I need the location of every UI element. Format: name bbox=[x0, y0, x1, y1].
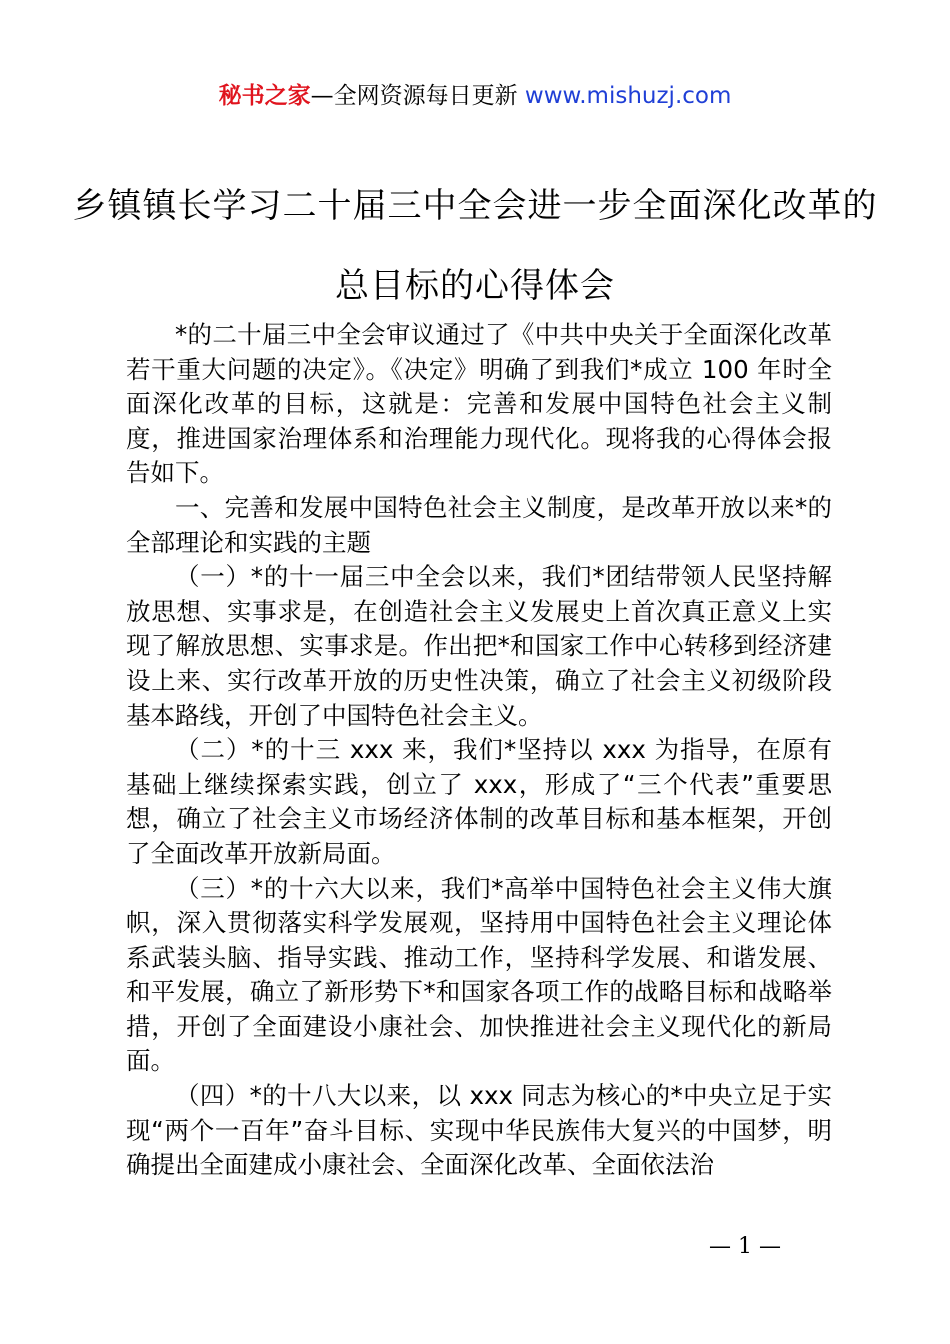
site-brand-name: 秘书之家 bbox=[218, 83, 311, 109]
site-url-link[interactable]: www.mishuzj.com bbox=[524, 83, 732, 109]
paragraph-item-2: （二）*的十三 xxx 来，我们*坚持以 xxx 为指导，在原有基础上继续探索实践，创立了 xxx，形成了“三个代表”重要思想，确立了社会主义市场经济体制的改革目标和基本框架，开创了全面改革开放新局面。 bbox=[126, 735, 832, 868]
site-banner bbox=[0, 80, 950, 112]
page-number: — 1 — bbox=[709, 1234, 781, 1259]
document-body bbox=[126, 318, 832, 1183]
section-heading-1: 一、完善和发展中国特色社会主义制度，是改革开放以来*的全部理论和实践的主题 bbox=[126, 492, 832, 557]
site-tagline: —全网资源每日更新 bbox=[310, 83, 518, 109]
document-title: 乡镇镇长学习二十届三中全会进一步全面深化改革的总目标的心得体会 bbox=[72, 186, 878, 306]
paragraph-item-1: （一）*的十一届三中全会以来，我们*团结带领人民坚持解放思想、实事求是，在创造社会主义发展史上首次真正意义上实现了解放思想、实事求是。作出把*和国家工作中心转移到经济建设上来、实行改革开放的历史性决策，确立了社会主义初级阶段基本路线，开创了中国特色社会主义。 bbox=[126, 562, 832, 730]
paragraph-item-4: （四）*的十八大以来，以 xxx 同志为核心的*中央立足于实现“两个一百年”奋斗目标、实现中华民族伟大复兴的中国梦，明确提出全面建成小康社会、全面深化改革、全面依法治 bbox=[126, 1081, 832, 1180]
paragraph-intro: *的二十届三中全会审议通过了《中共中央关于全面深化改革若干重大问题的决定》。《决定》明确了到我们*成立 100 年时全面深化改革的目标，这就是：完善和发展中国特色社会主义制度，推进国家治理体系和治理能力现代化。现将我的心得体会报告如下。 bbox=[126, 320, 832, 488]
paragraph-item-3: （三）*的十六大以来，我们*高举中国特色社会主义伟大旗帜，深入贯彻落实科学发展观，坚持用中国特色社会主义理论体系武装头脑、指导实践、推动工作，坚持科学发展、和谐发展、和平发展，确立了新形势下*和国家各项工作的战略目标和战略举措，开创了全面建设小康社会、加快推进社会主义现代化的新局面。 bbox=[126, 873, 832, 1076]
